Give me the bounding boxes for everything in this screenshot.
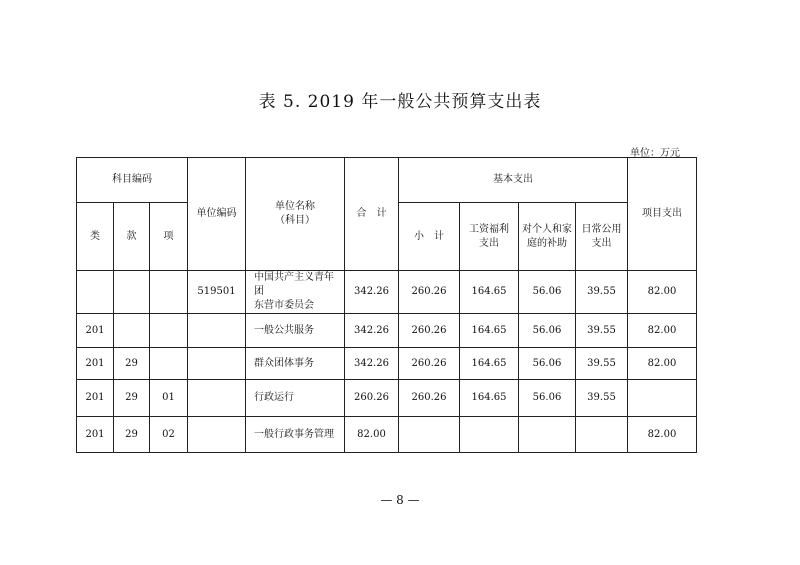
cell-total: 342.26 (345, 348, 399, 380)
cell-unit-code: 519501 (188, 271, 246, 314)
cell-project: 82.00 (628, 417, 697, 453)
page-title: 表 5. 2019 年一般公共预算支出表 (258, 92, 542, 112)
subtotal-header: 小 计 (399, 203, 460, 271)
cell-lei (77, 271, 114, 314)
table-row (77, 417, 697, 453)
kuan-header: 款 (114, 203, 150, 271)
cell-project: 82.00 (628, 314, 697, 348)
cell-project (628, 380, 697, 417)
cell-subtotal: 260.26 (399, 380, 460, 417)
cell-salary: 164.65 (460, 314, 519, 348)
cell-lei: 201 (77, 348, 114, 380)
cell-subtotal: 260.26 (399, 271, 460, 314)
cell-total: 342.26 (345, 314, 399, 348)
cell-daily: 39.55 (576, 380, 628, 417)
total-header: 合 计 (345, 158, 399, 271)
cell-kuan (114, 271, 150, 314)
personal-subsidy-header: 对个人和家 庭的补助 (519, 203, 576, 271)
table-row (77, 314, 697, 348)
budget-table (76, 157, 697, 453)
cell-personal: 56.06 (519, 348, 576, 380)
cell-kuan (114, 314, 150, 348)
basic-expense-header: 基本支出 (399, 158, 628, 203)
cell-total: 82.00 (345, 417, 399, 453)
cell-subtotal: 260.26 (399, 348, 460, 380)
salary-header: 工资福利 支出 (460, 203, 519, 271)
cell-lei: 201 (77, 380, 114, 417)
cell-kuan: 29 (114, 380, 150, 417)
cell-unit-name: 一般行政事务管理 (246, 417, 345, 453)
cell-lei: 201 (77, 314, 114, 348)
cell-unit-name: 一般公共服务 (246, 314, 345, 348)
cell-unit-name: 行政运行 (246, 380, 345, 417)
cell-project: 82.00 (628, 271, 697, 314)
cell-salary: 164.65 (460, 380, 519, 417)
daily-public-header: 日常公用 支出 (576, 203, 628, 271)
xiang-header: 项 (150, 203, 188, 271)
cell-unit-name: 群众团体事务 (246, 348, 345, 380)
lei-header: 类 (77, 203, 114, 271)
cell-personal: 56.06 (519, 380, 576, 417)
cell-kuan: 29 (114, 417, 150, 453)
cell-unit-code (188, 314, 246, 348)
project-expense-header: 项目支出 (628, 158, 697, 271)
unit-code-header: 单位编码 (188, 158, 246, 271)
table-row (77, 348, 697, 380)
unit-name-header: 单位名称 （科目） (246, 158, 345, 271)
cell-unit-code (188, 417, 246, 453)
cell-salary: 164.65 (460, 271, 519, 314)
unit-label: 单位：万元 (630, 148, 680, 159)
cell-subtotal: 260.26 (399, 314, 460, 348)
cell-total: 260.26 (345, 380, 399, 417)
cell-xiang: 01 (150, 380, 188, 417)
cell-subtotal (399, 417, 460, 453)
cell-personal: 56.06 (519, 271, 576, 314)
cell-project: 82.00 (628, 348, 697, 380)
cell-xiang (150, 271, 188, 314)
cell-unit-name: 中国共产主义青年团 东营市委员会 (246, 271, 345, 314)
cell-lei: 201 (77, 417, 114, 453)
subject-code-header: 科目编码 (77, 158, 188, 203)
table-row (77, 380, 697, 417)
cell-kuan: 29 (114, 348, 150, 380)
cell-personal (519, 417, 576, 453)
cell-xiang (150, 314, 188, 348)
cell-xiang (150, 348, 188, 380)
cell-salary: 164.65 (460, 348, 519, 380)
page-number: — 8 — (380, 493, 420, 507)
cell-daily: 39.55 (576, 271, 628, 314)
cell-total: 342.26 (345, 271, 399, 314)
cell-salary (460, 417, 519, 453)
cell-xiang: 02 (150, 417, 188, 453)
cell-unit-code (188, 380, 246, 417)
cell-unit-code (188, 348, 246, 380)
header-row-1 (77, 158, 697, 203)
cell-personal: 56.06 (519, 314, 576, 348)
cell-daily (576, 417, 628, 453)
cell-daily: 39.55 (576, 314, 628, 348)
cell-daily: 39.55 (576, 348, 628, 380)
table-row (77, 271, 697, 314)
